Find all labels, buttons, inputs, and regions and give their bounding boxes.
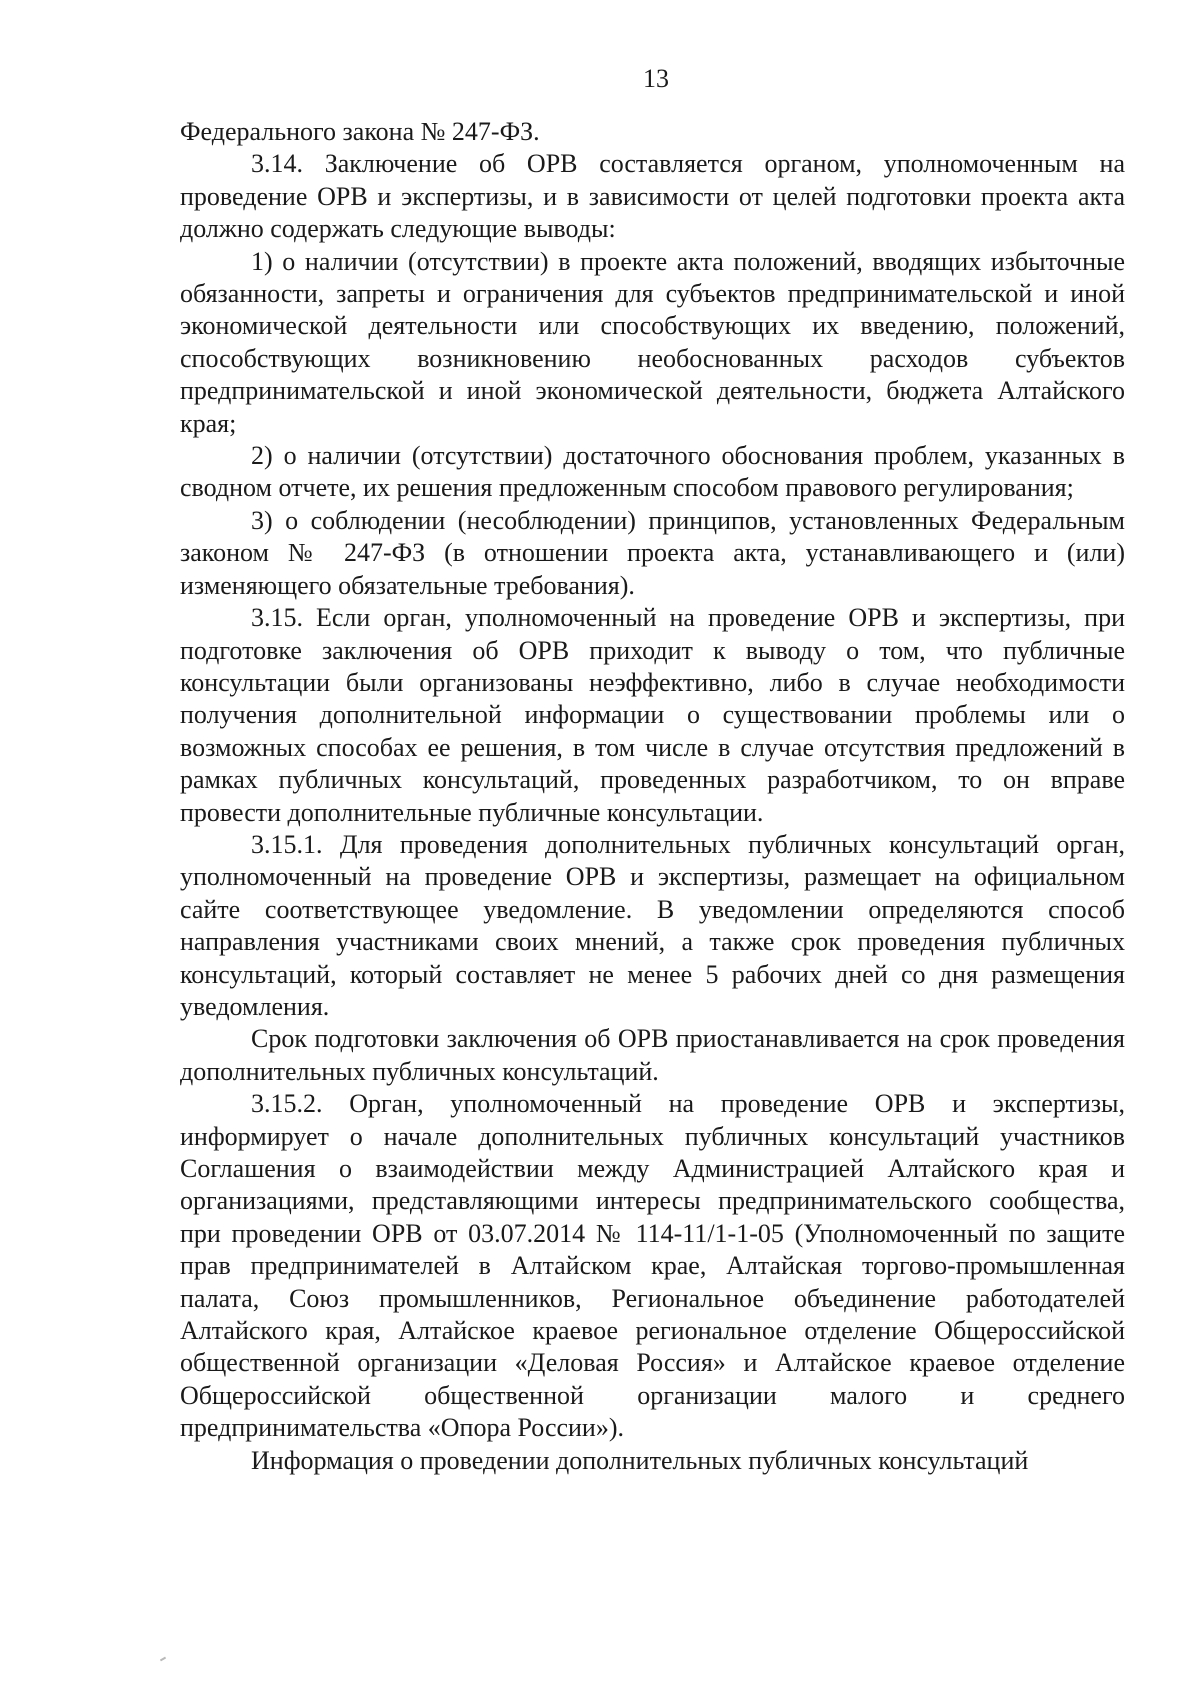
- paragraph-item-1: 1) о наличии (отсутствии) в проекте акта положений, вводящих избыточные обязанности, запреты и ограничения для субъектов предпринимательской и иной экономической деятельности или способствующих их введению, положений, способствующих возникновению необоснованных расходов субъектов предпринимательской и иной экономической деятельности, бюджета Алтайского края;: [180, 246, 1125, 438]
- paragraph-3-14: 3.14. Заключение об ОРВ составляется органом, уполномоченным на проведение ОРВ и экспертизы, и в зависимости от целей подготовки проекта акта должно содержать следующие выводы:: [180, 149, 1125, 244]
- paragraph-term-suspension: Срок подготовки заключения об ОРВ приостанавливается на срок проведения дополнительных публичных консультаций.: [180, 1024, 1125, 1086]
- paragraph-item-3: 3) о соблюдении (несоблюдении) принципов, установленных Федеральным законом № 247-ФЗ (в отношении проекта акта, устанавливающего и (или) изменяющего обязательные требования).: [180, 505, 1125, 600]
- paragraph-information: Информация о проведении дополнительных публичных консультаций: [251, 1445, 1029, 1475]
- page-number: 13: [643, 64, 669, 93]
- paragraph-item-2: 2) о наличии (отсутствии) достаточного обоснования проблем, указанных в сводном отчете, их решения предложенным способом правового регулирования;: [180, 441, 1125, 503]
- document-body: [180, 116, 1125, 1477]
- paragraph-3-15-2: 3.15.2. Орган, уполномоченный на проведение ОРВ и экспертизы, информирует о начале дополнительных публичных консультаций участников Соглашения о взаимодействии между Администрацией Алтайского края и организациями, представляющими интересы предпринимательского сообщества, при проведении ОРВ от 03.07.2014 № 114-11/1-1-05 (Уполномоченный по защите прав предпринимателей в Алтайском крае, Алтайская торгово-промышленная палата, Союз промышленников, Региональное объединение работодателей Алтайского края, Алтайское краевое региональное отделение Общероссийской общественной организации «Деловая Россия» и Алтайское краевое отделение Общероссийской общественной организации малого и среднего предпринимательства «Опора России»).: [180, 1089, 1125, 1443]
- paragraph-law-reference: Федерального закона № 247-ФЗ.: [180, 117, 540, 146]
- paragraph-3-15-1: 3.15.1. Для проведения дополнительных публичных консультаций орган, уполномоченный на проведение ОРВ и экспертизы, размещает на официальном сайте соответствующее уведомление. В уведомлении определяются способ направления участниками своих мнений, а также срок проведения публичных консультаций, который составляет не менее 5 рабочих дней со дня размещения уведомления.: [180, 829, 1125, 1021]
- scan-mark: [160, 1657, 166, 1662]
- paragraph-3-15: 3.15. Если орган, уполномоченный на проведение ОРВ и экспертизы, при подготовке заключения об ОРВ приходит к выводу о том, что публичные консультации были организованы неэффективно, либо в случае необходимости получения дополнительной информации о существовании проблемы или о возможных способах ее решения, в том числе в случае отсутствия предложений в рамках публичных консультаций, проведенных разработчиком, то он вправе провести дополнительные публичные консультации.: [180, 603, 1125, 827]
